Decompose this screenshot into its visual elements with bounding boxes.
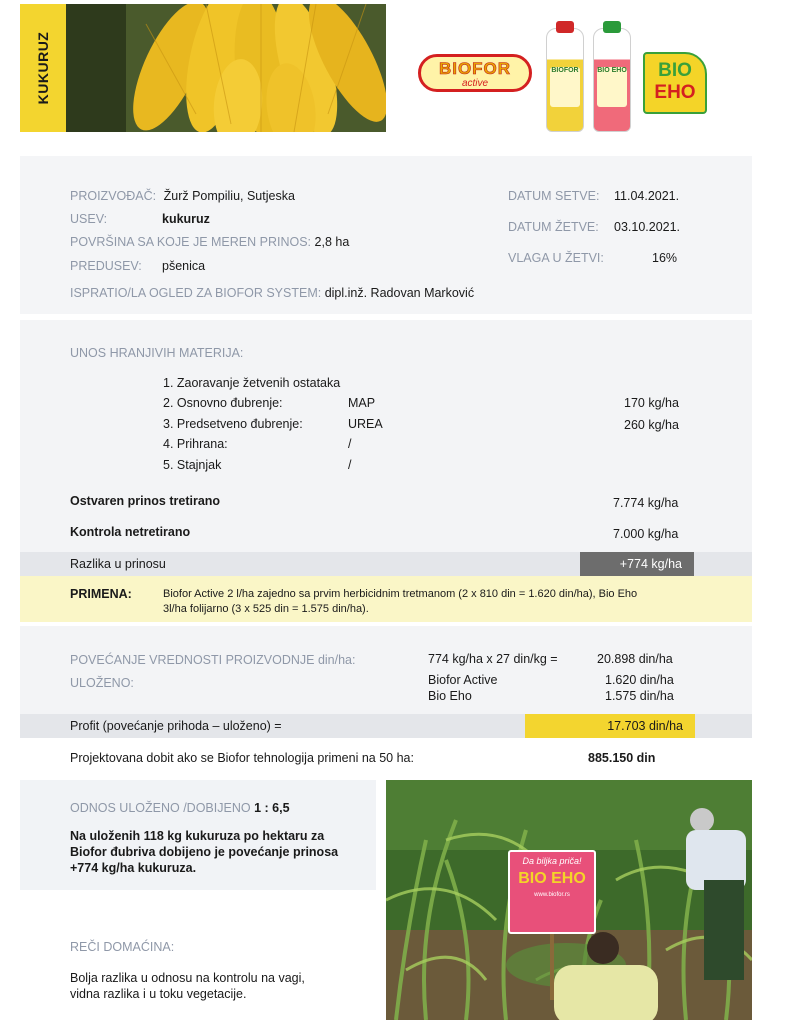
control-yield-label: Kontrola netretirano	[70, 525, 191, 539]
ratio-text-line2: Biofor đubriva dobijeno je povećanje prinosa	[70, 845, 339, 859]
biofor-bottle	[546, 28, 584, 132]
preceding-crop-value: pšenica	[162, 259, 206, 273]
nutrient-item-product: /	[348, 458, 352, 472]
nutrient-item-label: 5. Stajnjak	[163, 458, 222, 472]
invested-value-biofor: 1.620 din/ha	[605, 673, 674, 687]
crop-value: kukuruz	[162, 212, 210, 226]
nutrients-title: UNOS HRANJIVIH MATERIJA:	[70, 346, 244, 360]
treated-yield-label: Ostvaren prinos tretirano	[70, 494, 221, 508]
application-text-line2: 3l/ha folijarno (3 x 525 din = 1.575 din/ha).	[163, 603, 369, 615]
bio-eho-logo-line2: EHO	[654, 82, 696, 103]
control-yield-value: 7.000 kg/ha	[613, 527, 679, 541]
value-increase-value: 20.898 din/ha	[597, 652, 673, 666]
invested-item-biofor: Biofor Active	[428, 673, 498, 687]
nutrient-item-label: 1. Zaoravanje žetvenih ostataka	[163, 376, 341, 390]
ratio-text-line3: +774 kg/ha kukuruza.	[70, 861, 197, 875]
ratio-text-line1: Na uloženih 118 kg kukuruza po hektaru za	[70, 829, 325, 843]
producer-label: PROIZVOĐAČ:	[70, 189, 157, 203]
bottle-cap	[556, 21, 574, 33]
host-words-line2: vidna razlika i u toku vegetacije.	[70, 987, 247, 1001]
harvest-date-label: DATUM ŽETVE:	[508, 220, 599, 234]
sowing-date-label: DATUM SETVE:	[508, 189, 600, 203]
preceding-crop-label: PREDUSEV:	[70, 259, 142, 273]
host-words-line1: Bolja razlika u odnosu na kontrolu na vagi,	[70, 971, 305, 985]
yield-difference-label: Razlika u prinosu	[70, 557, 166, 571]
nutrient-item-label: 4. Prihrana:	[163, 437, 228, 451]
bottle-label: BIOFOR	[550, 67, 580, 107]
treated-yield-value: 7.774 kg/ha	[613, 496, 679, 510]
nutrient-item-amount: 170 kg/ha	[624, 396, 679, 410]
bio-eho-logo	[643, 52, 707, 114]
value-increase-label: POVEĆANJE VREDNOSTI PROIZVODNJE din/ha:	[70, 653, 356, 667]
crop-tag-label: KUKURUZ	[35, 31, 51, 105]
invested-item-bioeho: Bio Eho	[428, 689, 472, 703]
inspector-value: dipl.inž. Radovan Marković	[324, 286, 475, 300]
projected-profit-label: Projektovana dobit ako se Biofor tehnologija primeni na 50 ha:	[70, 751, 414, 765]
sowing-date-value: 11.04.2021.	[614, 189, 680, 203]
crop-label: USEV:	[70, 212, 108, 226]
nutrient-item-amount: 260 kg/ha	[624, 418, 679, 432]
bioeho-bottle	[593, 28, 631, 132]
nutrient-item-label: 2. Osnovno đubrenje:	[163, 396, 283, 410]
producer-row	[70, 189, 295, 203]
area-value: 2,8 ha	[314, 235, 350, 249]
area-label: POVRŠINA SA KOJE JE MEREN PRINOS:	[70, 235, 312, 249]
sign-slogan: Da biljka priča!	[522, 856, 582, 866]
inspector-row	[70, 286, 474, 300]
biofor-logo-sub: active	[461, 78, 489, 89]
bio-eho-field-sign	[508, 850, 596, 934]
corn-photo	[66, 4, 386, 132]
projected-profit-value: 885.150 din	[588, 751, 656, 765]
biofor-logo-main: BIOFOR	[438, 59, 512, 78]
value-increase-calc: 774 kg/ha x 27 din/kg =	[428, 652, 558, 666]
nutrient-item-product: MAP	[348, 396, 376, 410]
producer-value: Žurž Pompiliu, Sutjeska	[163, 189, 295, 203]
profit-value: 17.703 din/ha	[525, 714, 695, 738]
inspector-label: ISPRATIO/LA OGLED ZA BIOFOR SYSTEM:	[70, 286, 322, 300]
moisture-label: VLAGA U ŽETVI:	[508, 251, 604, 265]
invested-label: ULOŽENO:	[70, 676, 134, 690]
profit-label: Profit (povećanje prihoda – uloženo) =	[70, 719, 282, 733]
nutrient-item-label: 3. Predsetveno đubrenje:	[163, 417, 303, 431]
ratio-value: 1 : 6,5	[254, 801, 290, 815]
crop-tag	[20, 4, 66, 132]
area-row	[70, 235, 349, 249]
harvest-date-value: 03.10.2021.	[614, 220, 681, 234]
invested-value-bioeho: 1.575 din/ha	[605, 689, 674, 703]
application-text-line1: Biofor Active 2 l/ha zajedno sa prvim herbicidnim tretmanom (2 x 810 din = 1.620 din/ha), Bio Eho	[163, 588, 638, 600]
bio-eho-logo-line1: BIO	[658, 60, 692, 81]
nutrient-item-product: UREA	[348, 417, 383, 431]
sign-logo: BIO EHO	[518, 870, 586, 887]
yield-difference-value: +774 kg/ha	[580, 552, 694, 576]
host-words-title: REČI DOMAĆINA:	[70, 940, 175, 954]
bottle-cap	[603, 21, 621, 33]
moisture-value: 16%	[652, 251, 678, 265]
ratio-row	[70, 801, 290, 815]
ratio-label: ODNOS ULOŽENO /DOBIJENO	[70, 801, 251, 815]
corn-cobs-image	[66, 4, 386, 132]
sign-url: www.biofor.rs	[534, 892, 570, 898]
application-label: PRIMENA:	[70, 587, 132, 601]
biofor-active-logo	[418, 54, 532, 92]
bottle-label: BIO EHO	[597, 67, 627, 107]
nutrient-item-product: /	[348, 437, 352, 451]
